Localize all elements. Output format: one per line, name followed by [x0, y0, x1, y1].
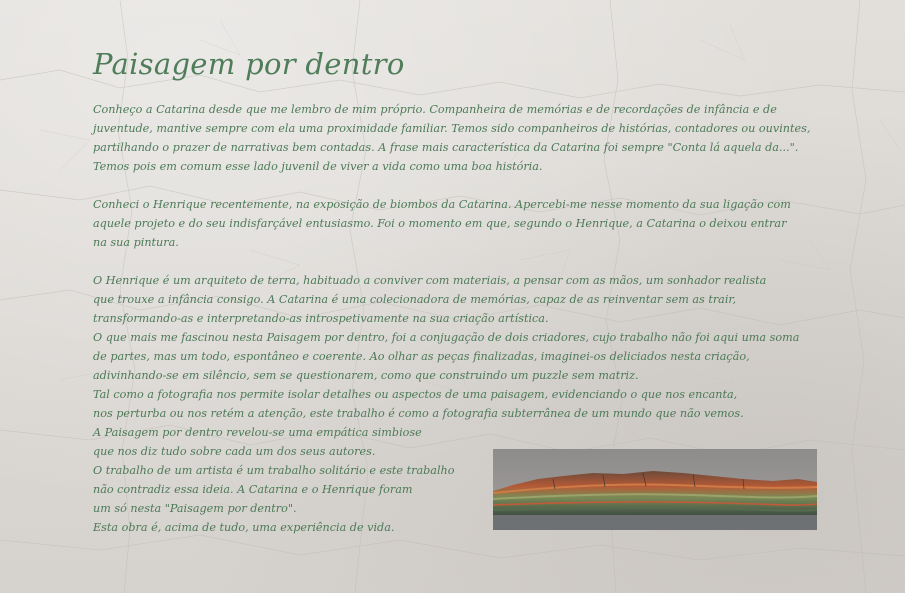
- text-line: um só nesta "Paisagem por dentro".: [93, 502, 297, 515]
- text-line: Conheci o Henrique recentemente, na exposição de biombos da Catarina. Apercebi-me nesse momento da sua ligação com: [93, 198, 791, 211]
- text-line: adivinhando-se em silêncio, sem se questionarem, como que construindo um puzzle sem matriz.: [93, 369, 639, 382]
- paragraph-gap: [93, 252, 833, 271]
- text-line: partilhando o prazer de narrativas bem contadas. A frase mais característica da Catarina foi sempre "Conta lá aquela da...".: [93, 141, 799, 154]
- text-line: O que mais me fascinou nesta Paisagem por dentro, foi a conjugação de dois criadores, cujo trabalho não foi aqui uma soma: [93, 331, 800, 344]
- paragraph-2: [93, 195, 833, 252]
- text-line: nos perturba ou nos retém a atenção, este trabalho é como a fotografia subterrânea de um mundo que não vemos.: [93, 407, 744, 420]
- text-line: que nos diz tudo sobre cada um dos seus autores.: [93, 445, 376, 458]
- text-line: Esta obra é, acima de tudo, uma experiência de vida.: [93, 521, 395, 534]
- text-line: O Henrique é um arquiteto de terra, habituado a conviver com materiais, a pensar com as mãos, um sonhador realista: [93, 274, 767, 287]
- text-line: Tal como a fotografia nos permite isolar detalhes ou aspectos de uma paisagem, evidenciando o que nos encanta,: [93, 388, 738, 401]
- text-line: O trabalho de um artista é um trabalho solitário e este trabalho: [93, 464, 455, 477]
- text-line: aquele projeto e do seu indisfarçável entusiasmo. Foi o momento em que, segundo o Henrique, a Catarina o deixou entrar: [93, 217, 787, 230]
- text-line: Conheço a Catarina desde que me lembro de mim próprio. Companheira de memórias e de recordações de infância e de: [93, 103, 777, 116]
- text-line: não contradiz essa ideia. A Catarina e o Henrique foram: [93, 483, 413, 496]
- page-title: Paisagem por dentro: [93, 47, 405, 81]
- text-line: A Paisagem por dentro revelou-se uma empática simbiose: [93, 426, 422, 439]
- landscape-painting-image: [493, 449, 817, 530]
- text-line: juventude, mantive sempre com ela uma proximidade familiar. Temos sido companheiros de histórias, contadores ou ouvintes,: [93, 122, 811, 135]
- text-line: de partes, mas um todo, espontâneo e coerente. Ao olhar as peças finalizadas, imaginei-os deliciados nesta criação,: [93, 350, 750, 363]
- text-line: na sua pintura.: [93, 236, 179, 249]
- text-line: transformando-as e interpretando-as introspetivamente na sua criação artística.: [93, 312, 549, 325]
- text-line: que trouxe a infância consigo. A Catarina é uma colecionadora de memórias, capaz de as reinventar sem as trair,: [93, 293, 737, 306]
- text-line: Temos pois em comum esse lado juvenil de viver a vida como uma boa história.: [93, 160, 543, 173]
- paragraph-1: [93, 100, 833, 176]
- paragraph-gap: [93, 176, 833, 195]
